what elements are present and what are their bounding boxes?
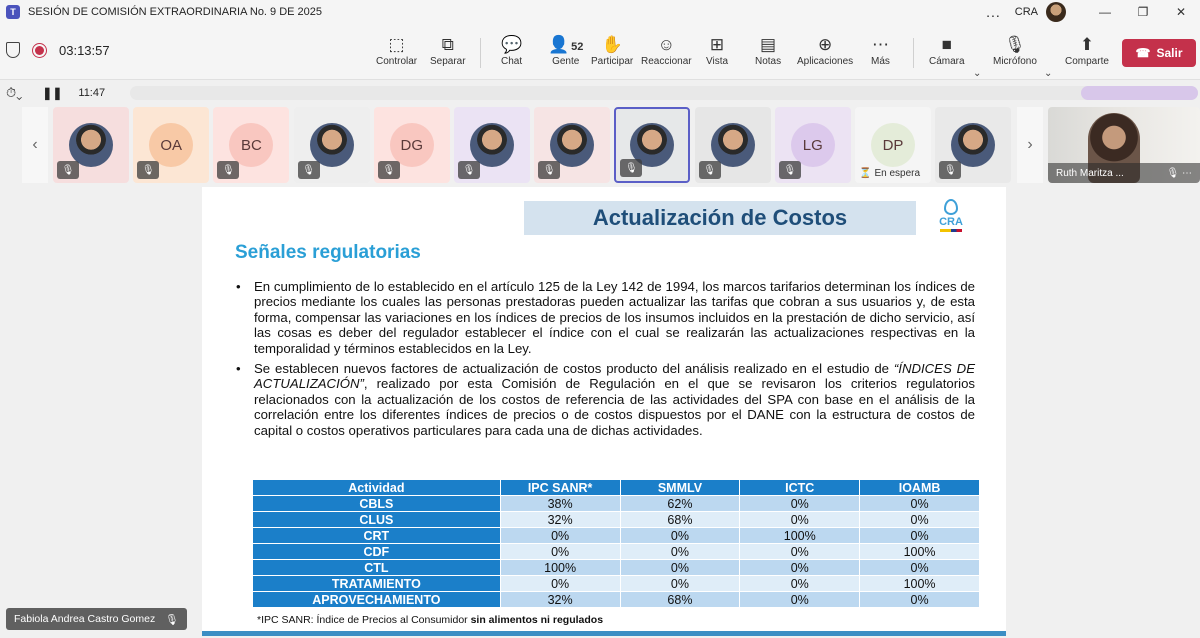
bullet-text: En cumplimiento de lo establecido en el artículo 125 de la Ley 142 de 1994, los marcos tarifarios determinan los índices de precios mediante los cuales las personas prestadoras pueden actualizar las tarifas que cobran a sus usuarios y, de esta forma, compensar las variaciones en los índices de precios de los insumos incluidos en la prestación de dicho servicio, así las cosas es deber del regulador establecer el índice con el cual se realizarán las actualizaciones respectivas en la temporalidad y términos establecidos en la Ley. bbox=[254, 279, 975, 356]
value-cell: 0% bbox=[860, 496, 980, 512]
value-cell: 0% bbox=[860, 592, 980, 608]
bullet-item bbox=[235, 279, 975, 356]
mic-off-icon: 🎙 bbox=[298, 161, 320, 179]
participant-tile[interactable] bbox=[935, 107, 1011, 183]
presenter-name: Fabiola Andrea Castro Gomez bbox=[14, 613, 156, 625]
people-icon: 👤 52 bbox=[548, 35, 584, 54]
table-row bbox=[253, 560, 980, 576]
value-cell: 0% bbox=[740, 512, 860, 528]
value-cell: 0% bbox=[620, 544, 740, 560]
value-cell: 0% bbox=[500, 576, 620, 592]
value-cell: 0% bbox=[740, 544, 860, 560]
mic-off-icon: 🎙 bbox=[1004, 35, 1026, 54]
pop-out-icon: ⧉ bbox=[441, 35, 454, 54]
shield-icon[interactable] bbox=[6, 42, 20, 58]
study-name: “ÍNDICES DE ACTUALIZACIÓN” bbox=[254, 361, 975, 392]
microfono-label: Micrófono bbox=[993, 56, 1037, 67]
raise-hand-button[interactable] bbox=[591, 34, 633, 67]
table-body bbox=[253, 496, 980, 608]
pause-icon[interactable]: ❚❚ bbox=[42, 86, 63, 100]
participant-initials: DP bbox=[871, 123, 915, 167]
participant-gallery bbox=[22, 107, 1200, 184]
timer-value: 11:47 bbox=[78, 87, 106, 99]
mic-off-icon: 🎙 bbox=[165, 613, 179, 626]
toolbar-divider bbox=[913, 38, 914, 68]
participant-tile[interactable] bbox=[374, 107, 450, 183]
value-cell: 100% bbox=[740, 528, 860, 544]
value-cell: 100% bbox=[860, 544, 980, 560]
chevron-right-icon: › bbox=[1027, 136, 1033, 153]
value-cell: 32% bbox=[500, 592, 620, 608]
value-cell: 0% bbox=[620, 528, 740, 544]
value-cell: 0% bbox=[620, 576, 740, 592]
shared-slide bbox=[202, 187, 1006, 636]
value-cell: 0% bbox=[500, 544, 620, 560]
video-tile-name-bar bbox=[1048, 163, 1200, 183]
value-cell: 32% bbox=[500, 512, 620, 528]
aplicaciones-label: Aplicaciones bbox=[797, 56, 854, 67]
bullet-item bbox=[235, 361, 975, 438]
meeting-status bbox=[6, 42, 110, 58]
value-cell: 62% bbox=[620, 496, 740, 512]
value-cell: 68% bbox=[620, 592, 740, 608]
value-cell: 0% bbox=[860, 512, 980, 528]
mic-off-icon: 🎙 bbox=[378, 161, 400, 179]
value-cell: 0% bbox=[740, 592, 860, 608]
table-row bbox=[253, 528, 980, 544]
table-row bbox=[253, 496, 980, 512]
value-cell: 68% bbox=[620, 512, 740, 528]
activity-cell: APROVECHAMIENTO bbox=[253, 592, 501, 608]
notes-icon: ▤ bbox=[760, 35, 777, 54]
minimize-button[interactable]: — bbox=[1099, 5, 1111, 19]
apps-button[interactable] bbox=[797, 34, 853, 67]
mic-off-icon: 🎙 bbox=[939, 161, 961, 179]
user-avatar[interactable] bbox=[1046, 2, 1066, 22]
vista-label: Vista bbox=[706, 56, 729, 67]
smiley-icon: ☺ bbox=[657, 35, 675, 54]
org-label[interactable]: CRA bbox=[1014, 6, 1038, 18]
reaccionar-label: Reaccionar bbox=[641, 56, 692, 67]
mic-off-icon: 🎙 bbox=[458, 161, 480, 179]
ellipsis-icon: ⋯ bbox=[871, 35, 889, 54]
react-button[interactable] bbox=[641, 34, 692, 67]
value-cell: 0% bbox=[620, 560, 740, 576]
restore-button[interactable]: ❐ bbox=[1137, 5, 1149, 19]
mic-off-icon: 🎙 bbox=[538, 161, 560, 179]
value-cell: 0% bbox=[740, 576, 860, 592]
table-row bbox=[253, 576, 980, 592]
camera-icon: ■ bbox=[941, 35, 952, 54]
controlar-button[interactable] bbox=[376, 34, 417, 67]
bullet-text-cont: , realizado por esta Comisión de Regulación en el que se revisaron los criterios regulatorios relacionados con la actualización de los costos de referencia de las actividades del SPA con base en el análisis de la correlación entre los diferentes índices de precios o de costos dispuestos por el DANE con la estructura de costos de capital o costos operativos particulares para cada una de dichas actividades. bbox=[254, 376, 975, 438]
mic-off-and-more-icon[interactable]: 🎙 ⋯ bbox=[1166, 167, 1192, 179]
share-icon: ⬆ bbox=[1079, 35, 1095, 54]
video-tile[interactable] bbox=[1048, 107, 1200, 183]
participant-tile[interactable] bbox=[775, 107, 851, 183]
participant-tile[interactable] bbox=[614, 107, 690, 183]
footnote-text: *IPC SANR: Índice de Precios al Consumidor bbox=[257, 614, 471, 626]
notes-button[interactable] bbox=[755, 34, 781, 67]
toolbar-divider bbox=[480, 38, 481, 68]
column-header: ICTC bbox=[740, 480, 860, 496]
grid-icon: ⊞ bbox=[709, 35, 725, 54]
bullet-dot: • bbox=[236, 279, 241, 294]
column-header: Actividad bbox=[253, 480, 501, 496]
people-button[interactable] bbox=[548, 34, 583, 67]
participant-tile[interactable] bbox=[454, 107, 530, 183]
mic-options-chevron-icon[interactable]: ⌄ bbox=[1044, 68, 1053, 79]
value-cell: 0% bbox=[860, 560, 980, 576]
separar-label: Separar bbox=[430, 56, 466, 67]
chevron-left-icon: ‹ bbox=[32, 136, 38, 153]
progress-fill bbox=[1081, 86, 1198, 100]
close-window-button[interactable]: ✕ bbox=[1175, 5, 1187, 19]
mic-off-icon: 🎙 bbox=[217, 161, 239, 179]
participant-tile[interactable] bbox=[213, 107, 289, 183]
table-row bbox=[253, 544, 980, 560]
value-cell: 0% bbox=[740, 560, 860, 576]
more-options-icon[interactable]: ... bbox=[986, 4, 1001, 20]
people-count: 52 bbox=[571, 41, 584, 53]
chat-icon: 💬 bbox=[501, 35, 523, 54]
participant-tile[interactable] bbox=[695, 107, 771, 183]
value-cell: 0% bbox=[860, 528, 980, 544]
participant-initials: BC bbox=[229, 123, 273, 167]
bullet-list bbox=[235, 279, 975, 438]
microphone-button[interactable] bbox=[993, 34, 1037, 67]
activity-cell: CLUS bbox=[253, 512, 501, 528]
video-tile-name: Ruth Maritza ... bbox=[1056, 167, 1124, 179]
column-header: IOAMB bbox=[860, 480, 980, 496]
gallery-next-button[interactable] bbox=[1017, 107, 1043, 183]
participant-tile[interactable] bbox=[534, 107, 610, 183]
window-titlebar bbox=[0, 0, 1200, 24]
activity-cell: TRATAMIENTO bbox=[253, 576, 501, 592]
value-cell: 100% bbox=[500, 560, 620, 576]
flag-stripe bbox=[940, 229, 962, 232]
leave-button[interactable] bbox=[1122, 39, 1196, 67]
participant-tile[interactable] bbox=[294, 107, 370, 183]
slide-title: Actualización de Costos bbox=[524, 201, 916, 235]
meeting-subbar bbox=[0, 82, 1200, 104]
recording-icon[interactable] bbox=[32, 43, 47, 58]
column-header: IPC SANR* bbox=[500, 480, 620, 496]
add-app-icon: ⊕ bbox=[817, 35, 833, 54]
waiting-status bbox=[859, 168, 920, 179]
table-row bbox=[253, 592, 980, 608]
teams-app-icon: T bbox=[6, 5, 20, 19]
value-cell: 100% bbox=[860, 576, 980, 592]
activity-cell: CTL bbox=[253, 560, 501, 576]
people-label: Gente bbox=[552, 56, 580, 67]
activity-cell: CDF bbox=[253, 544, 501, 560]
mic-off-icon: 🎙 bbox=[779, 161, 801, 179]
participant-initials: LG bbox=[791, 123, 835, 167]
progress-bar bbox=[130, 86, 1198, 100]
slide-bottom-line bbox=[202, 631, 1006, 636]
participant-initials: DG bbox=[390, 123, 434, 167]
mic-off-icon: 🎙 bbox=[620, 159, 642, 177]
elapsed-time: 03:13:57 bbox=[59, 42, 110, 58]
controlar-label: Controlar bbox=[376, 56, 418, 67]
value-cell: 0% bbox=[500, 528, 620, 544]
cost-factors-table bbox=[252, 479, 980, 608]
hourglass-icon: ⏳ bbox=[859, 168, 872, 179]
screen-control-icon: ⬚ bbox=[388, 35, 405, 54]
waiting-label: En espera bbox=[874, 168, 921, 179]
phone-hangup-icon: ☎ bbox=[1135, 46, 1151, 60]
share-button[interactable] bbox=[1065, 34, 1109, 67]
value-cell: 0% bbox=[740, 496, 860, 512]
bullet-text: Se establecen nuevos factores de actualización de costos producto del análisis realizado en el estudio de bbox=[254, 361, 894, 377]
camara-label: Cámara bbox=[929, 56, 965, 67]
salir-label: Salir bbox=[1156, 46, 1183, 60]
water-drop-icon bbox=[944, 199, 958, 215]
participant-tile[interactable] bbox=[855, 107, 931, 183]
table-header-row bbox=[253, 480, 980, 496]
notas-label: Notas bbox=[755, 56, 782, 67]
window-title: SESIÓN DE COMISIÓN EXTRAORDINARIA No. 9 DE 2025 bbox=[28, 6, 323, 18]
cra-logo bbox=[935, 199, 967, 239]
activity-cell: CBLS bbox=[253, 496, 501, 512]
mas-label: Más bbox=[871, 56, 890, 67]
view-button[interactable] bbox=[706, 34, 728, 67]
chat-button[interactable] bbox=[501, 34, 522, 67]
timer-icon[interactable]: ⏱⌄ bbox=[6, 85, 23, 100]
hand-icon: ✋ bbox=[601, 35, 623, 54]
footnote-bold: sin alimentos ni regulados bbox=[470, 614, 604, 626]
chat-label: Chat bbox=[501, 56, 523, 67]
table-row bbox=[253, 512, 980, 528]
participant-initials: OA bbox=[149, 123, 193, 167]
mic-off-icon: 🎙 bbox=[137, 161, 159, 179]
camera-options-chevron-icon[interactable]: ⌄ bbox=[973, 68, 982, 79]
participar-label: Participar bbox=[591, 56, 634, 67]
meeting-toolbar bbox=[0, 24, 1200, 80]
bullet-dot: • bbox=[236, 361, 241, 377]
camera-button[interactable] bbox=[929, 34, 965, 67]
mic-off-icon: 🎙 bbox=[699, 161, 721, 179]
logo-text: CRA bbox=[939, 216, 963, 228]
activity-cell: CRT bbox=[253, 528, 501, 544]
value-cell: 38% bbox=[500, 496, 620, 512]
mic-off-icon: 🎙 bbox=[57, 161, 79, 179]
presenter-name-tag bbox=[6, 608, 187, 630]
participant-tile[interactable] bbox=[133, 107, 209, 183]
comparte-label: Comparte bbox=[1065, 56, 1109, 67]
participant-tile[interactable] bbox=[53, 107, 129, 183]
more-button[interactable] bbox=[871, 34, 890, 67]
separar-button[interactable] bbox=[430, 34, 466, 67]
column-header: SMMLV bbox=[620, 480, 740, 496]
slide-subheading: Señales regulatorias bbox=[235, 242, 421, 263]
table-footnote bbox=[257, 614, 603, 626]
gallery-prev-button[interactable] bbox=[22, 107, 48, 183]
